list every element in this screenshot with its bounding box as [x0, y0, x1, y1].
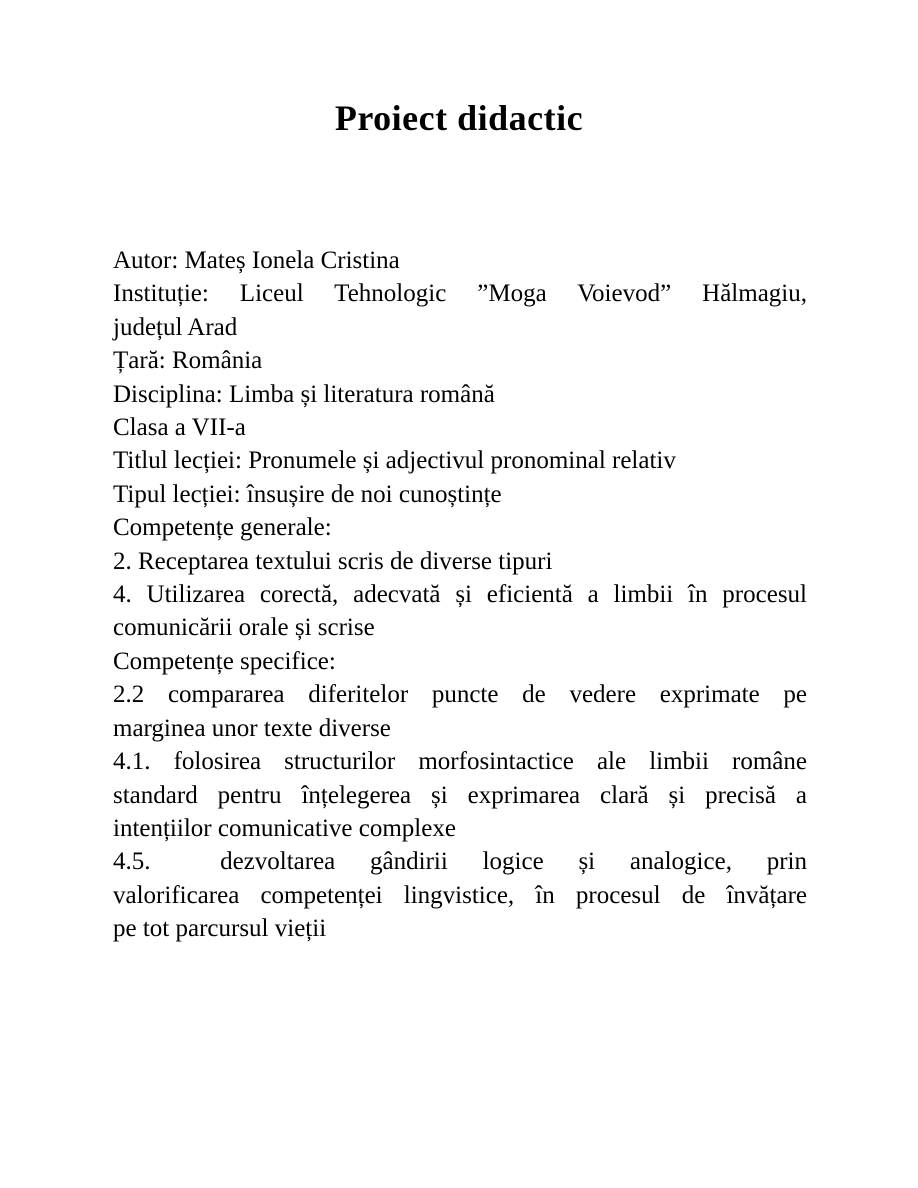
text-line: standard pentru înțelegerea și exprimarea clară și precisă a	[113, 781, 807, 809]
text-line: Instituție: Liceul Tehnologic ”Moga Voievod” Hălmagiu,	[113, 280, 807, 308]
text-line: Competențe specifice:	[113, 647, 336, 675]
text-line: marginea unor texte diverse	[113, 714, 391, 742]
text-line: comunicării orale și scrise	[113, 614, 375, 642]
text-line: 4.5. dezvoltarea gândirii logice și analogice, prin	[113, 848, 807, 876]
text-line: valorificarea competenței lingvistice, în procesul de învățare	[113, 881, 807, 909]
text-line: pe tot parcursul vieții	[113, 915, 327, 943]
text-line: Autor: Mateș Ionela Cristina	[113, 247, 400, 274]
text-line: județul Arad	[113, 313, 238, 341]
text-line: Clasa a VII-a	[113, 414, 246, 442]
text-line: Disciplina: Limba și literatura română	[113, 380, 495, 408]
document-body	[113, 244, 807, 946]
text-line: 2. Receptarea textului scris de diverse tipuri	[113, 547, 553, 575]
text-line: 4. Utilizarea corectă, adecvată și eficientă a limbii în procesul	[113, 581, 807, 609]
document-title: Proiect didactic	[334, 98, 584, 138]
text-line: 4.1. folosirea structurilor morfosintactice ale limbii române	[113, 748, 807, 776]
text-line: intențiilor comunicative complexe	[113, 814, 456, 842]
text-line: Competențe generale:	[113, 514, 332, 542]
text-line: Țară: România	[113, 347, 263, 375]
text-line: Titlul lecției: Pronumele și adjectivul pronominal relativ	[113, 447, 676, 475]
text-line: 2.2 compararea diferitelor puncte de vedere exprimate pe	[113, 681, 807, 709]
text-line: Tipul lecției: însușire de noi cunoștințe	[113, 480, 502, 508]
